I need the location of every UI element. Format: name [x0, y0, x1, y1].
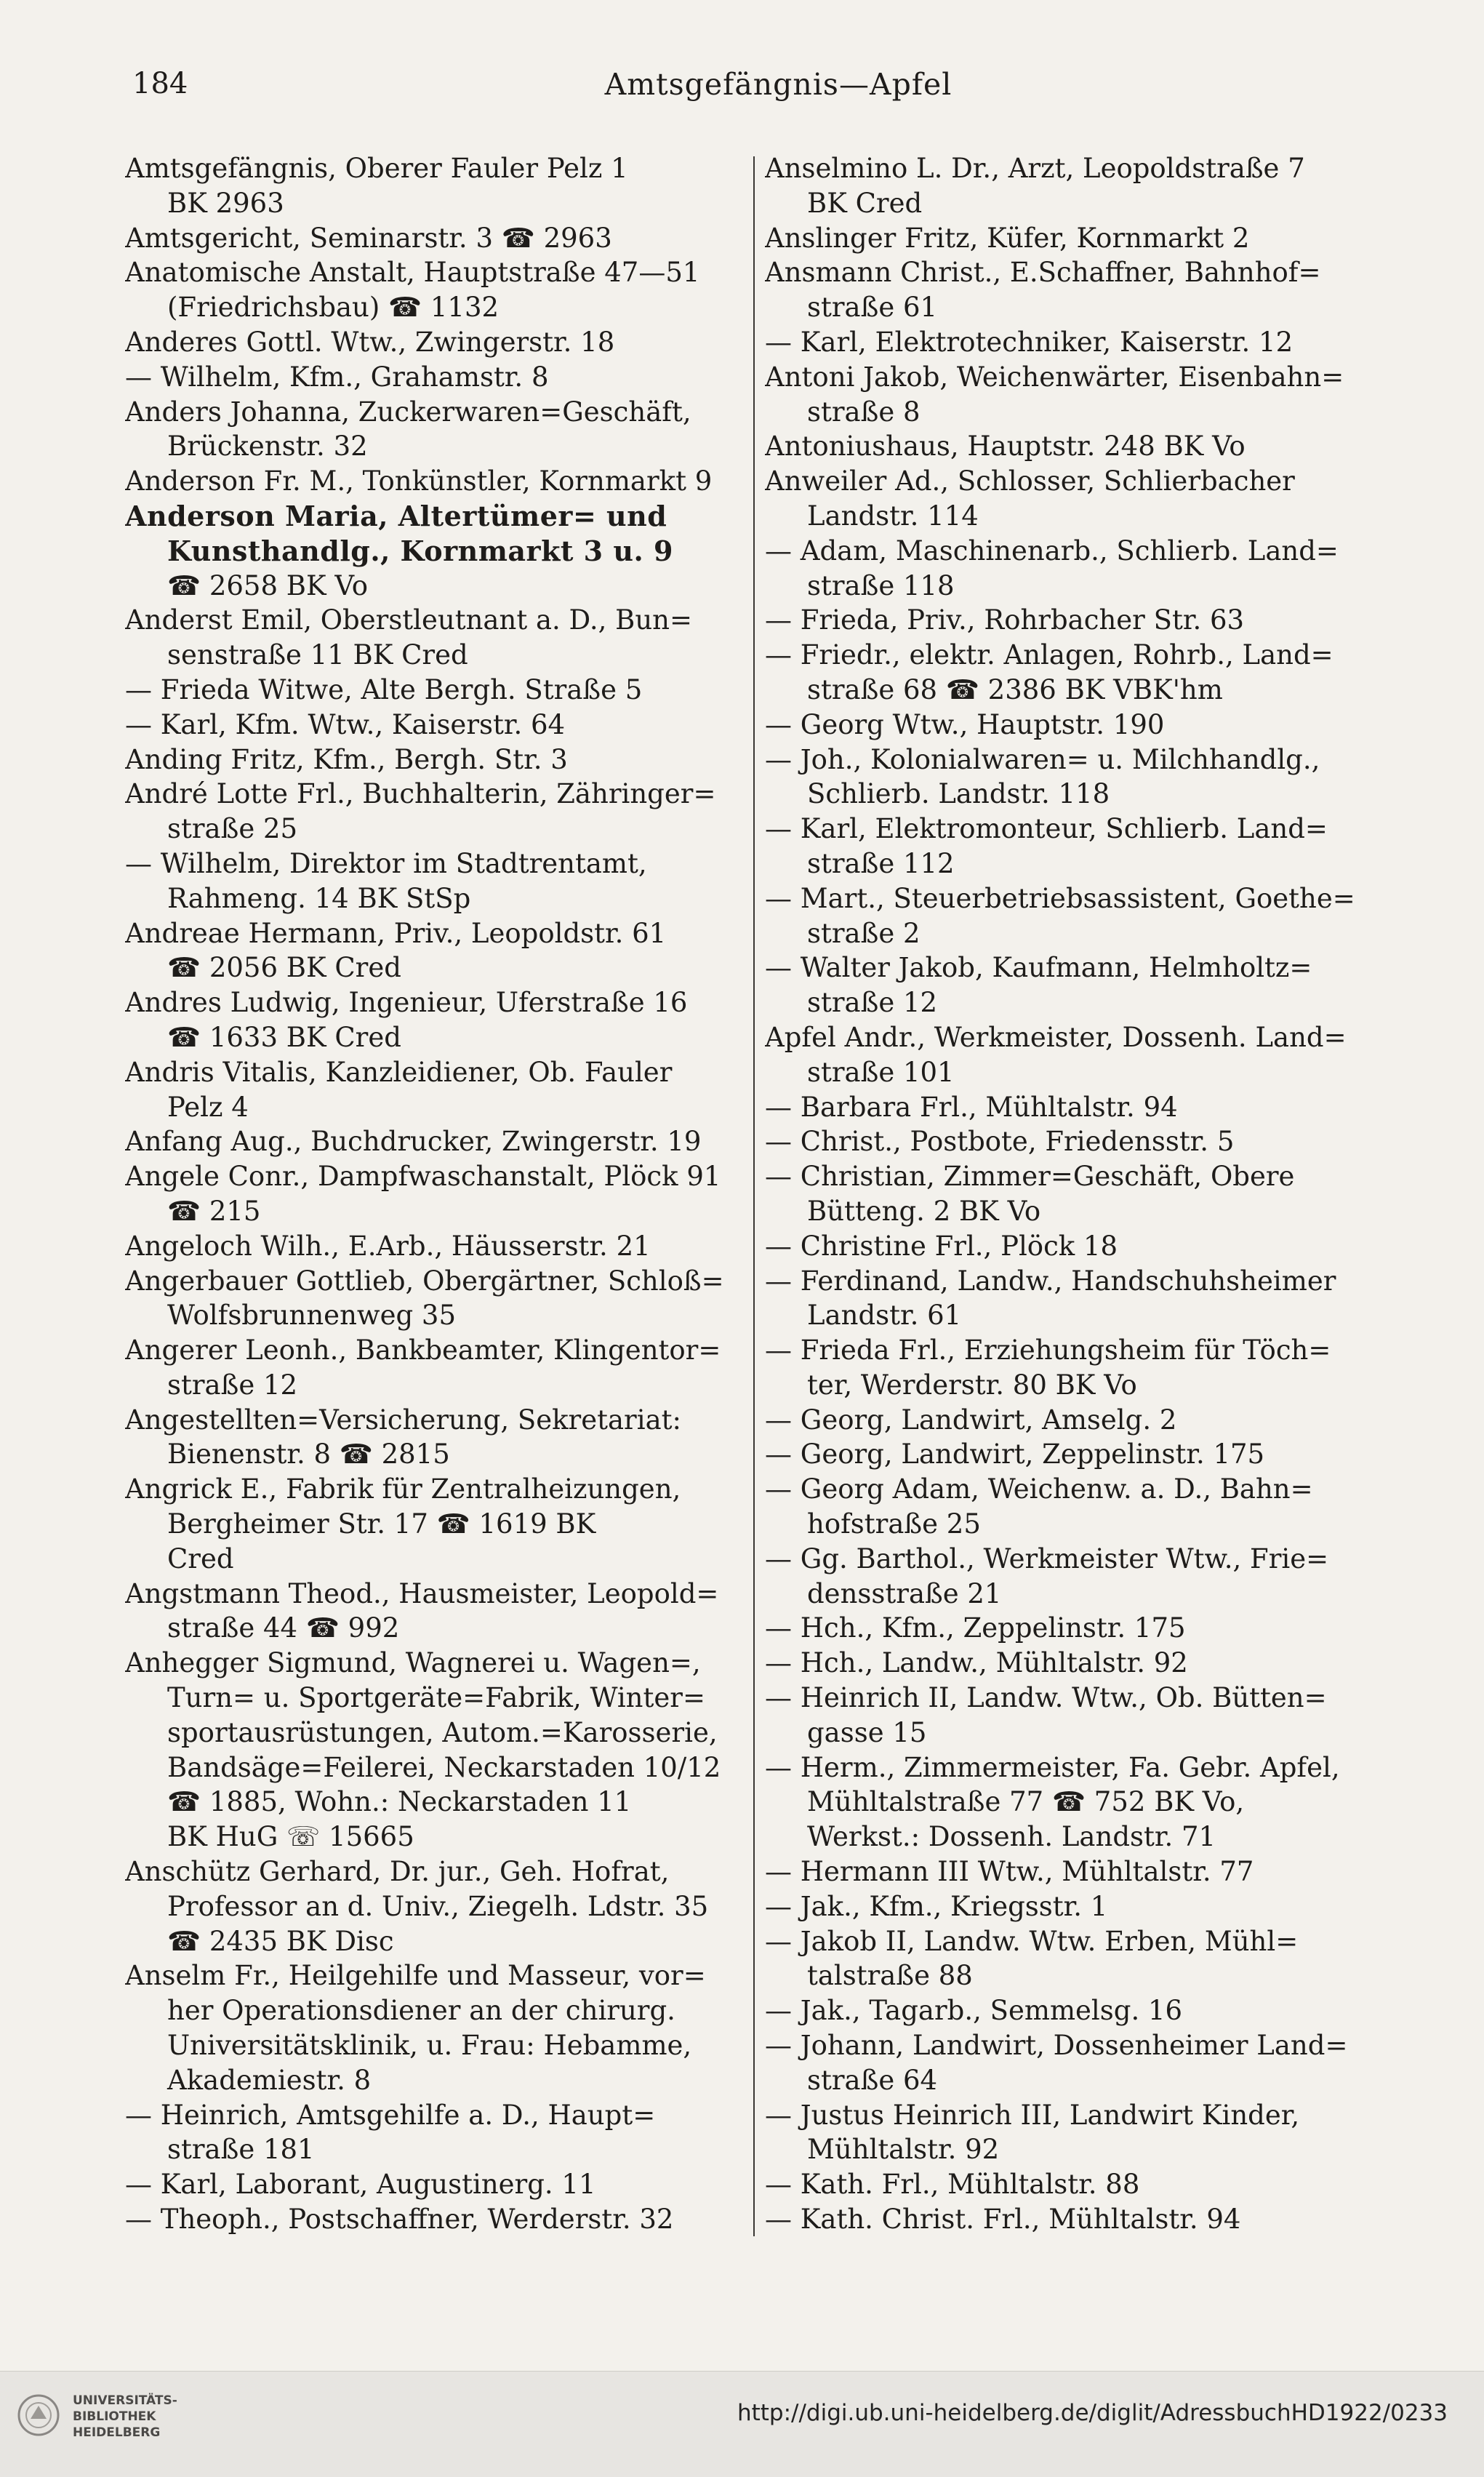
left-column — [125, 151, 743, 2237]
directory-entry-line: straße 101 — [807, 1056, 955, 1088]
directory-entry-line: Amtsgericht, Seminarstr. 3 ☎ 2963 — [125, 222, 612, 254]
directory-entry-line: — Heinrich II, Landw. Wtw., Ob. Bütten= — [765, 1682, 1327, 1714]
directory-entry-line: Anfang Aug., Buchdrucker, Zwingerstr. 19 — [125, 1126, 702, 1158]
directory-entry-line: — Christine Frl., Plöck 18 — [765, 1230, 1118, 1262]
directory-entry-line: Andris Vitalis, Kanzleidiener, Ob. Fauler — [125, 1056, 673, 1088]
library-name-line-2: BIBLIOTHEK — [73, 2409, 156, 2424]
directory-entry-line: — Adam, Maschinenarb., Schlierb. Land= — [765, 535, 1339, 567]
directory-entry-line: (Friedrichsbau) ☎ 1132 — [167, 292, 500, 324]
directory-entry-line: — Georg, Landwirt, Zeppelinstr. 175 — [765, 1438, 1265, 1470]
directory-entry-line: — Christian, Zimmer=Geschäft, Obere — [765, 1161, 1295, 1193]
directory-entry-line: — Mart., Steuerbetriebsassistent, Goethe= — [765, 882, 1355, 914]
directory-entry-line: ☎ 2056 BK Cred — [167, 952, 401, 984]
directory-entry-line: Mühltalstr. 92 — [807, 2134, 1000, 2166]
directory-entry-line: — Christ., Postbote, Friedensstr. 5 — [765, 1126, 1235, 1158]
directory-entry-line: — Heinrich, Amtsgehilfe a. D., Haupt= — [125, 2099, 656, 2131]
directory-entry-line: sportausrüstungen, Autom.=Karosserie, — [167, 1716, 718, 1748]
directory-entry-line: Andreae Hermann, Priv., Leopoldstr. 61 — [125, 917, 667, 949]
directory-entry-line: Brückenstr. 32 — [167, 431, 368, 463]
right-column — [765, 151, 1392, 2237]
directory-entry-line: Anderson Fr. M., Tonkünstler, Kornmarkt 9 — [125, 465, 713, 497]
directory-entry-line: ☎ 1885, Wohn.: Neckarstaden 11 — [167, 1786, 632, 1818]
directory-entry-line: Bergheimer Str. 17 ☎ 1619 BK — [167, 1508, 596, 1540]
directory-entry-line: — Joh., Kolonialwaren= u. Milchhandlg., — [765, 743, 1320, 775]
directory-entry-line: Universitätsklinik, u. Frau: Hebamme, — [167, 2030, 692, 2062]
directory-entry-line: Anderson Maria, Altertümer= und — [125, 499, 667, 532]
directory-entry-line: — Hch., Kfm., Zeppelinstr. 175 — [765, 1612, 1186, 1644]
directory-entry-line: Angele Conr., Dampfwaschanstalt, Plöck 91 — [125, 1161, 721, 1193]
directory-entry-line: ter, Werderstr. 80 BK Vo — [807, 1369, 1137, 1401]
directory-entry-line: — Gg. Barthol., Werkmeister Wtw., Frie= — [765, 1542, 1329, 1574]
source-url-link[interactable]: http://digi.ub.uni-heidelberg.de/diglit/AdressbuchHD1922/0233 — [737, 2400, 1448, 2426]
directory-entry-line: — Barbara Frl., Mühltalstr. 94 — [765, 1091, 1178, 1123]
directory-entry-line: — Frieda Frl., Erziehungsheim für Töch= — [765, 1334, 1331, 1366]
directory-entry-line: Apfel Andr., Werkmeister, Dossenh. Land= — [765, 1021, 1347, 1053]
directory-entry-line: straße 8 — [807, 396, 921, 428]
directory-entry-line: Anweiler Ad., Schlosser, Schlierbacher — [765, 465, 1295, 497]
directory-entry-line: Werkst.: Dossenh. Landstr. 71 — [807, 1821, 1216, 1853]
directory-entry-line: Antoni Jakob, Weichenwärter, Eisenbahn= — [765, 361, 1344, 393]
directory-entry-line: Anding Fritz, Kfm., Bergh. Str. 3 — [125, 743, 568, 775]
directory-entry-line: — Jak., Tagarb., Semmelsg. 16 — [765, 1995, 1183, 2027]
directory-entry-line: densstraße 21 — [807, 1577, 1002, 1609]
directory-entry-line: straße 118 — [807, 569, 955, 601]
directory-entry-line: Anatomische Anstalt, Hauptstraße 47—51 — [125, 257, 700, 289]
directory-entry-line: Rahmeng. 14 BK StSp — [167, 882, 471, 914]
directory-entry-line: — Walter Jakob, Kaufmann, Helmholtz= — [765, 952, 1312, 984]
directory-entry-line: — Ferdinand, Landw., Handschuhsheimer — [765, 1265, 1336, 1297]
directory-entry-line: straße 181 — [167, 2134, 315, 2166]
university-seal-icon — [16, 2393, 61, 2438]
directory-entry-line: — Frieda Witwe, Alte Bergh. Straße 5 — [125, 673, 643, 705]
directory-entry-line: André Lotte Frl., Buchhalterin, Zähringer= — [125, 778, 716, 810]
directory-entry-line: — Georg, Landwirt, Amselg. 2 — [765, 1404, 1177, 1436]
directory-entry-line: her Operationsdiener an der chirurg. — [167, 1995, 675, 2027]
directory-entry-line: Bütteng. 2 BK Vo — [807, 1195, 1041, 1227]
directory-entry-line: — Johann, Landwirt, Dossenheimer Land= — [765, 2030, 1348, 2062]
directory-entry-line: Anslinger Fritz, Küfer, Kornmarkt 2 — [765, 222, 1250, 254]
page-title: Amtsgefängnis—Apfel — [604, 67, 952, 102]
directory-entry-line: Anselm Fr., Heilgehilfe und Masseur, vor= — [125, 1960, 706, 1992]
directory-entry-line: Amtsgefängnis, Oberer Fauler Pelz 1 — [125, 153, 628, 184]
directory-entry-line: straße 44 ☎ 992 — [167, 1612, 400, 1644]
directory-entry-line: straße 64 — [807, 2064, 938, 2096]
directory-entry-line: — Herm., Zimmermeister, Fa. Gebr. Apfel, — [765, 1751, 1340, 1783]
directory-entry-line: — Justus Heinrich III, Landwirt Kinder, — [765, 2099, 1300, 2131]
directory-entry-line: straße 12 — [807, 987, 938, 1019]
directory-entry-line: — Kath. Frl., Mühltalstr. 88 — [765, 2169, 1140, 2201]
directory-entry-line: — Karl, Kfm. Wtw., Kaiserstr. 64 — [125, 708, 566, 740]
directory-entry-line: straße 2 — [807, 917, 921, 949]
directory-entry-line: — Hch., Landw., Mühltalstr. 92 — [765, 1647, 1188, 1679]
directory-entry-line: Anderes Gottl. Wtw., Zwingerstr. 18 — [125, 326, 615, 358]
directory-entry-line: Angeloch Wilh., E.Arb., Häusserstr. 21 — [125, 1230, 651, 1262]
directory-entry-line: — Karl, Laborant, Augustinerg. 11 — [125, 2169, 596, 2201]
directory-entry-line: Anselmino L. Dr., Arzt, Leopoldstraße 7 — [765, 153, 1305, 184]
directory-entry-line: — Theoph., Postschaffner, Werderstr. 32 — [125, 2204, 674, 2236]
directory-entry-line: Kunsthandlg., Kornmarkt 3 u. 9 — [167, 534, 673, 567]
directory-entry-line: ☎ 1633 BK Cred — [167, 1021, 401, 1053]
directory-entry-line: Ansmann Christ., E.Schaffner, Bahnhof= — [765, 257, 1321, 289]
directory-entry-line: — Friedr., elektr. Anlagen, Rohrb., Land= — [765, 639, 1333, 671]
directory-entry-line: — Wilhelm, Direktor im Stadtrentamt, — [125, 847, 647, 879]
directory-entry-line: straße 25 — [167, 813, 298, 845]
directory-entry-line: Anschütz Gerhard, Dr. jur., Geh. Hofrat, — [125, 1856, 670, 1888]
directory-entry-line: Anderst Emil, Oberstleutnant a. D., Bun= — [125, 604, 693, 636]
directory-entry-line: Angestellten=Versicherung, Sekretariat: — [125, 1404, 681, 1436]
directory-entry-line: gasse 15 — [807, 1716, 927, 1748]
directory-entry-line: Anders Johanna, Zuckerwaren=Geschäft, — [125, 396, 691, 428]
directory-entry-line: straße 112 — [807, 847, 955, 879]
directory-entry-line: BK 2963 — [167, 187, 284, 219]
directory-entry-line: straße 61 — [807, 292, 938, 324]
directory-entry-line: Pelz 4 — [167, 1091, 249, 1123]
directory-entry-line: Wolfsbrunnenweg 35 — [167, 1300, 456, 1332]
directory-entry-line: Schlierb. Landstr. 118 — [807, 778, 1110, 810]
directory-entry-line: — Karl, Elektrotechniker, Kaiserstr. 12 — [765, 326, 1294, 358]
directory-entry-line: — Wilhelm, Kfm., Grahamstr. 8 — [125, 361, 549, 393]
directory-entry-line: straße 68 ☎ 2386 BK VBK'hm — [807, 673, 1223, 705]
directory-entry-line: ☎ 2435 BK Disc — [167, 1925, 394, 1957]
directory-entry-line: hofstraße 25 — [807, 1508, 981, 1540]
directory-entry-line: Landstr. 61 — [807, 1300, 962, 1332]
directory-entry-line: Angstmann Theod., Hausmeister, Leopold= — [125, 1577, 719, 1609]
directory-entry-line: BK HuG ☏ 15665 — [167, 1821, 414, 1853]
directory-entry-line: Bienenstr. 8 ☎ 2815 — [167, 1438, 450, 1470]
directory-entry-line: Andres Ludwig, Ingenieur, Uferstraße 16 — [125, 987, 688, 1019]
directory-entry-line: Mühltalstraße 77 ☎ 752 BK Vo, — [807, 1786, 1245, 1818]
directory-entry-line: Anhegger Sigmund, Wagnerei u. Wagen=, — [125, 1647, 701, 1679]
directory-entry-line: — Jak., Kfm., Kriegsstr. 1 — [765, 1890, 1108, 1922]
column-divider — [753, 156, 755, 2236]
page-header — [124, 67, 1433, 118]
directory-entry-line: Professor an d. Univ., Ziegelh. Ldstr. 35 — [167, 1890, 709, 1922]
directory-entry-line: — Kath. Christ. Frl., Mühltalstr. 94 — [765, 2204, 1241, 2236]
library-name-line-1: UNIVERSITÄTS- — [73, 2393, 177, 2408]
directory-entry-line: — Karl, Elektromonteur, Schlierb. Land= — [765, 813, 1328, 845]
directory-entry-line: ☎ 215 — [167, 1195, 261, 1227]
directory-entry-line: Antoniushaus, Hauptstr. 248 BK Vo — [765, 431, 1246, 463]
directory-entry-line: Cred — [167, 1542, 234, 1574]
directory-entry-line: talstraße 88 — [807, 1960, 973, 1992]
library-name-line-3: HEIDELBERG — [73, 2425, 161, 2440]
directory-entry-line: BK Cred — [807, 187, 923, 219]
directory-entry-line: Turn= u. Sportgeräte=Fabrik, Winter= — [167, 1682, 705, 1714]
directory-entry-line: straße 12 — [167, 1369, 298, 1401]
directory-entry-line: Bandsäge=Feilerei, Neckarstaden 10/12 — [167, 1751, 721, 1783]
directory-entry-line: — Georg Adam, Weichenw. a. D., Bahn= — [765, 1473, 1313, 1505]
library-name — [73, 2393, 177, 2441]
directory-entry-line: Angerer Leonh., Bankbeamter, Klingentor= — [125, 1334, 721, 1366]
directory-entry-line: senstraße 11 BK Cred — [167, 639, 468, 671]
page-number: 184 — [132, 67, 188, 100]
directory-entry-line: — Frieda, Priv., Rohrbacher Str. 63 — [765, 604, 1245, 636]
directory-entry-line: Angerbauer Gottlieb, Obergärtner, Schloß= — [125, 1265, 724, 1297]
directory-entry-line: Angrick E., Fabrik für Zentralheizungen, — [125, 1473, 681, 1505]
directory-entry-line: Akademiestr. 8 — [167, 2064, 372, 2096]
directory-entry-line: ☎ 2658 BK Vo — [167, 569, 368, 601]
directory-entry-line: — Jakob II, Landw. Wtw. Erben, Mühl= — [765, 1925, 1299, 1957]
directory-entry-line: — Georg Wtw., Hauptstr. 190 — [765, 708, 1165, 740]
directory-entry-line: — Hermann III Wtw., Mühltalstr. 77 — [765, 1856, 1254, 1888]
directory-entry-line: Landstr. 114 — [807, 500, 979, 532]
